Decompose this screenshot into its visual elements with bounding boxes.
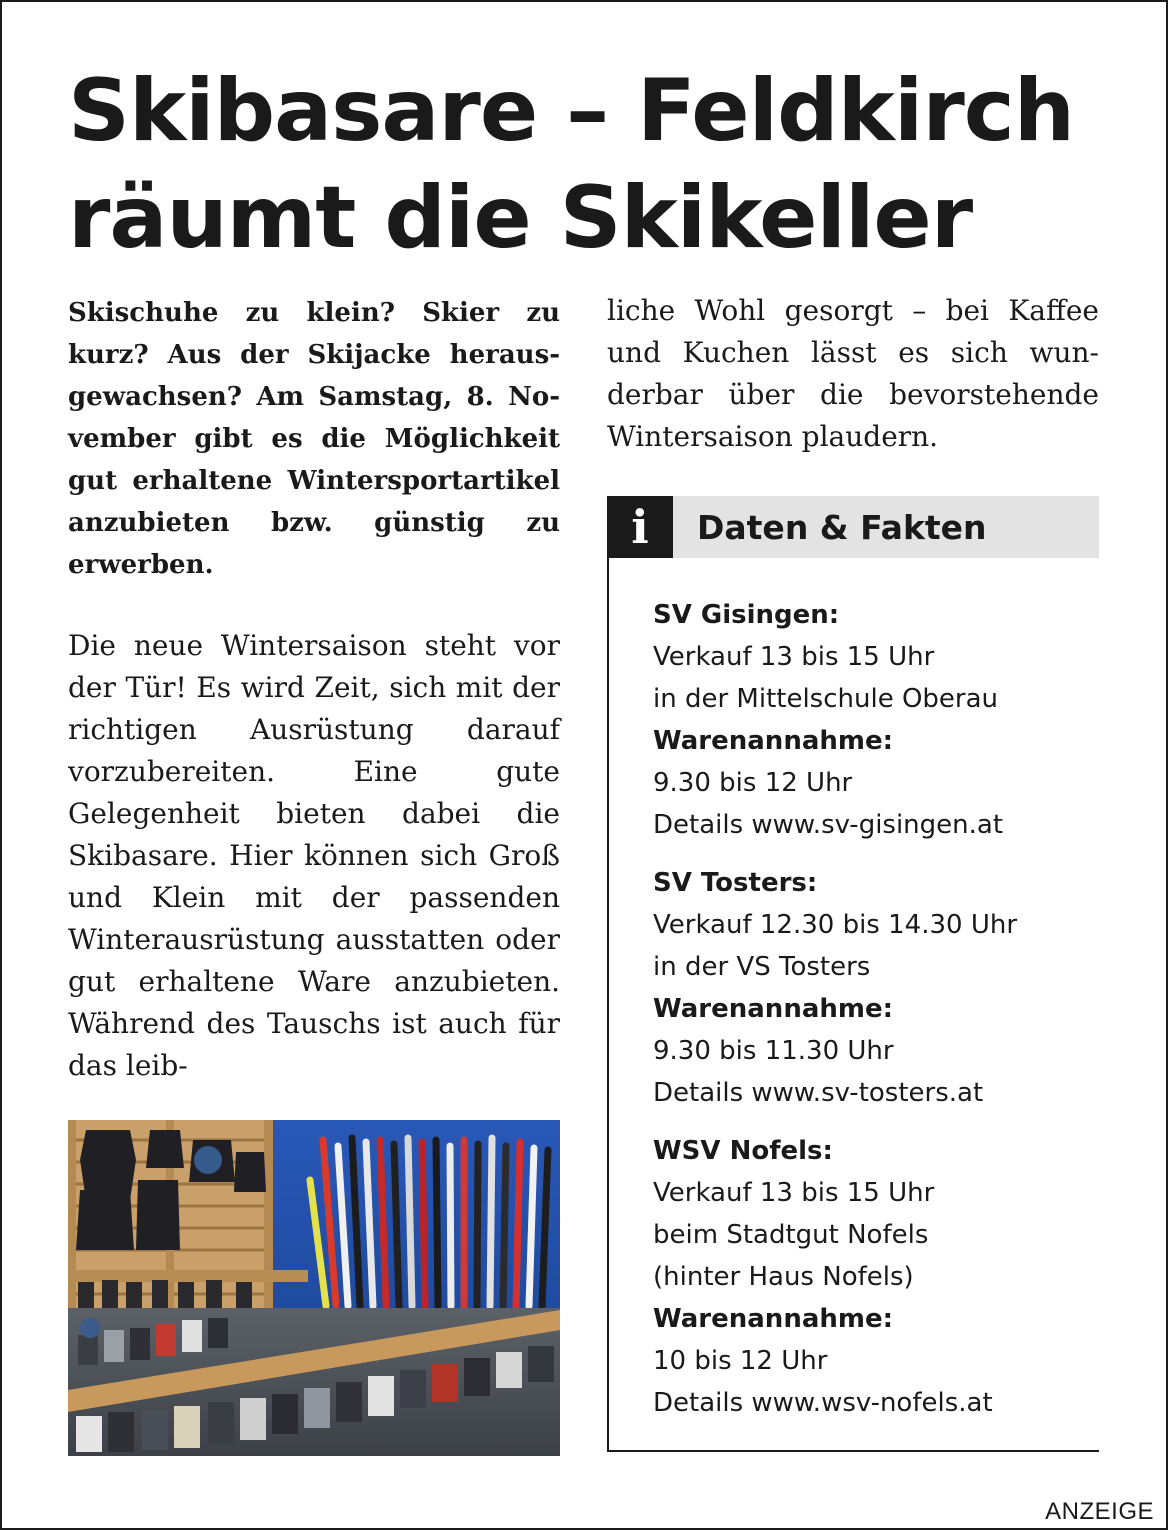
info-icon: i (607, 496, 673, 558)
lead-paragraph: Skischuhe zu klein? Skier zu kurz? Aus der Skijacke herausgewachsen? Am Samstag, 8. November gibt es die Möglichkeit gut erhaltene Wintersportartikel anzubieten bzw. günstig zu erwerben. (68, 298, 560, 580)
info-box-title: Daten & Fakten (697, 508, 987, 547)
club-name: SV Gisingen: (653, 600, 840, 630)
sale-time: Verkauf 12.30 bis 14.30 Uhr (653, 910, 1018, 940)
sale-location: in der VS Tosters (653, 952, 871, 982)
intake-time: 10 bis 12 Uhr (653, 1346, 828, 1376)
club-sv-gisingen (653, 594, 1093, 846)
club-name: SV Tosters: (653, 868, 818, 898)
body-text-right: liche Wohl gesorgt – bei Kaffee und Kuchen lässt es sich wunderbar über die bevorstehende Wintersaison plaudern. (607, 294, 1099, 453)
facts-list (653, 594, 1093, 1440)
intake-time: 9.30 bis 12 Uhr (653, 768, 853, 798)
club-name: WSV Nofels: (653, 1136, 833, 1166)
intake-label: Warenannahme: (653, 1304, 894, 1334)
intake-label: Warenannahme: (653, 994, 894, 1024)
sale-location: in der Mittelschule Oberau (653, 684, 999, 714)
sale-location-note: (hinter Haus Nofels) (653, 1262, 914, 1292)
sale-time: Verkauf 13 bis 15 Uhr (653, 642, 935, 672)
headline (68, 58, 1128, 272)
intake-label: Warenannahme: (653, 726, 894, 756)
info-box-body (607, 558, 1099, 1452)
club-wsv-nofels (653, 1130, 1093, 1424)
details-link: Details www.sv-tosters.at (653, 1078, 984, 1108)
advertisement-label: ANZEIGE (1045, 1498, 1154, 1525)
details-link: Details www.sv-gisingen.at (653, 810, 1004, 840)
sale-location: beim Stadtgut Nofels (653, 1220, 929, 1250)
headline-line-1: Skibasare – Feldkirch (68, 61, 1074, 161)
details-link: Details www.wsv-nofels.at (653, 1388, 993, 1418)
headline-line-2: räumt die Skikeller (68, 168, 973, 268)
intake-time: 9.30 bis 11.30 Uhr (653, 1036, 894, 1066)
info-box-header (607, 496, 1099, 558)
body-text-left: Die neue Wintersaison steht vor der Tür! Es wird Zeit, sich mit der richtigen Ausrüstung darauf vorzubereiten. Eine gute Gelegenheit bieten dabei die Skibasare. Hier können sich Groß und Klein mit der passenden Winterausrüstung ausstatten oder gut erhaltene Ware anzubieten. Während des Tauschs ist auch für das leib- (68, 629, 560, 1082)
ski-bazaar-photo (68, 1120, 560, 1456)
club-sv-tosters (653, 862, 1093, 1114)
sale-time: Verkauf 13 bis 15 Uhr (653, 1178, 935, 1208)
